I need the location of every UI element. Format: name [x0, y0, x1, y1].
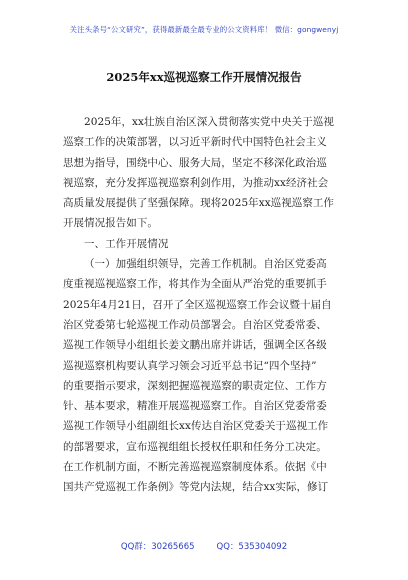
paragraph-line: 治区党委第七轮巡视工作动员部署会。自治区党委常委、	[63, 318, 327, 331]
paragraph-line: 巡视工作领导小组组长姜文鹏出席并讲话，强调全区各级	[63, 339, 327, 352]
document-title: 2025年xx巡视巡察工作开展情况报告	[106, 70, 302, 84]
paragraph-line: 的重要指示要求，深刻把握巡视巡察的职责定位、工作方	[63, 379, 327, 392]
paragraph-line: 在工作机制方面，不断完善巡视巡察制度体系。依据《中	[63, 461, 327, 474]
paragraph-line: 2025年4月21日，召开了全区巡视巡察工作会议暨十届自	[63, 298, 332, 311]
paragraph-line: （一）加强组织领导，完善工作机制。自治区党委高	[84, 258, 327, 271]
section-heading: 一、工作开展情况	[84, 237, 169, 250]
paragraph-line: 的部署要求，宣布巡视组组长授权任职和任务分工决定。	[63, 440, 327, 453]
paragraph-line: 巡视巡察机构要认真学习领会习近平总书记“四个坚持”	[63, 359, 317, 372]
paragraph-line: 开展情况报告如下。	[63, 217, 158, 230]
paragraph-line: 度重视巡视巡察工作，将其作为全面从严治党的重要抓手	[63, 278, 327, 291]
paragraph-line: 针、基本要求，精准开展巡视巡察工作。自治区党委常委	[63, 400, 327, 413]
paragraph-line: 2025年，xx壮族自治区深入贯彻落实党中央关于巡视	[84, 116, 334, 128]
paragraph-line: 视巡察，充分发挥巡视巡察利剑作用，为推动xx经济社会	[63, 176, 329, 189]
header-banner: 关注头条号“公文研究”，获得最新最全最专业的公文资料库！ 微信：gongwenyj	[69, 25, 339, 34]
document-body	[63, 112, 349, 498]
paragraph-line: 思想为指导，围绕中心、服务大局，坚定不移深化政治巡	[63, 156, 327, 169]
paragraph-line: 国共产党巡视工作条例》等党内法规，结合xx实际，修订	[63, 481, 329, 494]
paragraph-line: 巡视工作领导小组副组长xx传达自治区党委关于巡视工作	[63, 420, 329, 433]
footer-qq-number: QQ：535304092	[216, 542, 288, 552]
footer-qq-group: QQ群：30265665	[120, 542, 195, 552]
paragraph-line: 高质量发展提供了坚强保障。现将2025年xx巡视巡察工作	[63, 197, 334, 210]
paragraph-line: 巡察工作的决策部署，以习近平新时代中国特色社会主义	[63, 136, 327, 149]
footer-contact	[0, 540, 408, 552]
